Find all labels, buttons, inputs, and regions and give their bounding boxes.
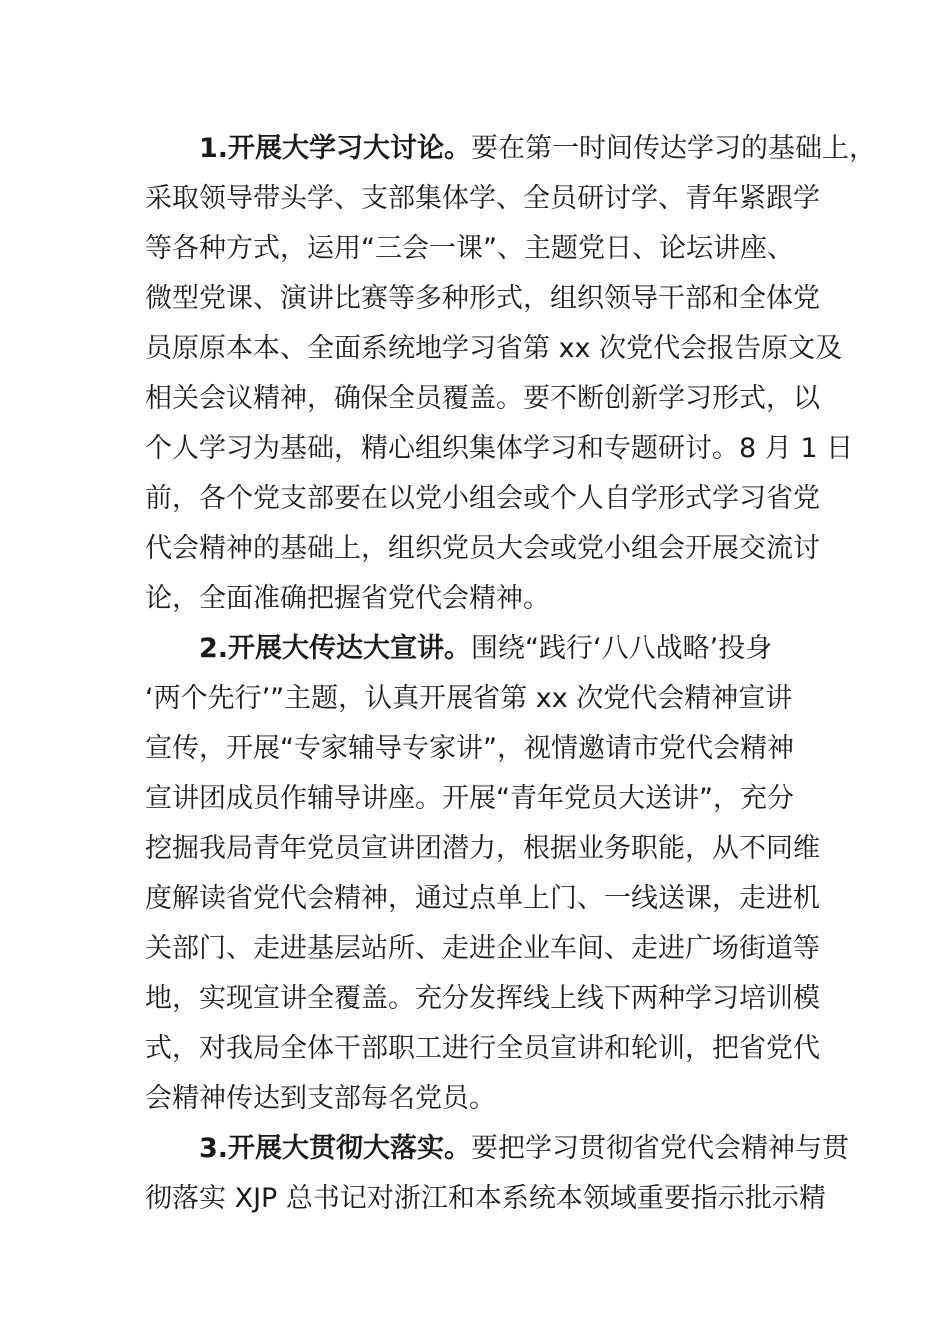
text-line: 微型党课、演讲比赛等多种形式，组织领导干部和全体党 [145,283,820,314]
section-2-first-line [145,624,825,674]
text-line: 论，全面准确把握省党代会精神。 [145,583,550,614]
section-3-first-line [145,1124,850,1174]
section-3-heading: 3.开展大贯彻大落实。 [199,1133,472,1164]
text-line: 会精神传达到支部每名党员。 [145,1083,496,1114]
text-line: 采取领导带头学、支部集体学、全员研讨学、青年紧跟学 [145,183,820,214]
section-1-heading: 1.开展大学习大讨论。 [199,133,472,164]
text-line: 宣传，开展“专家辅导专家讲”，视情邀请市党代会精神 [145,733,794,764]
section-2-heading: 2.开展大传达大宣讲。 [199,633,472,664]
section-1-first-line [145,124,877,174]
text-line: 等各种方式，运用“三会一课”、主题党日、论坛讲座、 [145,233,794,264]
text-line: 相关会议精神，确保全员覆盖。要不断创新学习形式，以 [145,383,820,414]
document-body [145,124,877,1224]
text-line: 员原原本本、全面系统地学习省第 xx 次党代会报告原文及 [145,333,843,364]
text-line: ‘两个先行’”主题，认真开展省第 xx 次党代会精神宣讲 [145,683,793,714]
section-2-first-line-text: 围绕“践行‘八八战略’投身 [471,633,773,664]
text-line: 式，对我局全体干部职工进行全员宣讲和轮训，把省党代 [145,1033,820,1064]
section-1-first-line-text: 要在第一时间传达学习的基础上， [471,133,877,164]
text-line: 个人学习为基础，精心组织集体学习和专题研讨。8 月 1 日 [145,433,854,464]
text-line: 代会精神的基础上，组织党员大会或党小组会开展交流讨 [145,533,820,564]
text-line: 地，实现宣讲全覆盖。充分发挥线上线下两种学习培训模 [145,983,820,1014]
text-line: 度解读省党代会精神，通过点单上门、一线送课，走进机 [145,883,820,914]
text-line: 挖掘我局青年党员宣讲团潜力，根据业务职能，从不同维 [145,833,820,864]
text-line: 宣讲团成员作辅导讲座。开展“青年党员大送讲”，充分 [145,783,794,814]
text-line: 彻落实 XJP 总书记对浙江和本系统本领域重要指示批示精 [145,1183,826,1214]
section-3-first-line-text: 要把学习贯彻省党代会精神与贯 [471,1133,850,1164]
text-line: 关部门、走进基层站所、走进企业车间、走进广场街道等 [145,933,820,964]
text-line: 前，各个党支部要在以党小组会或个人自学形式学习省党 [145,483,820,514]
